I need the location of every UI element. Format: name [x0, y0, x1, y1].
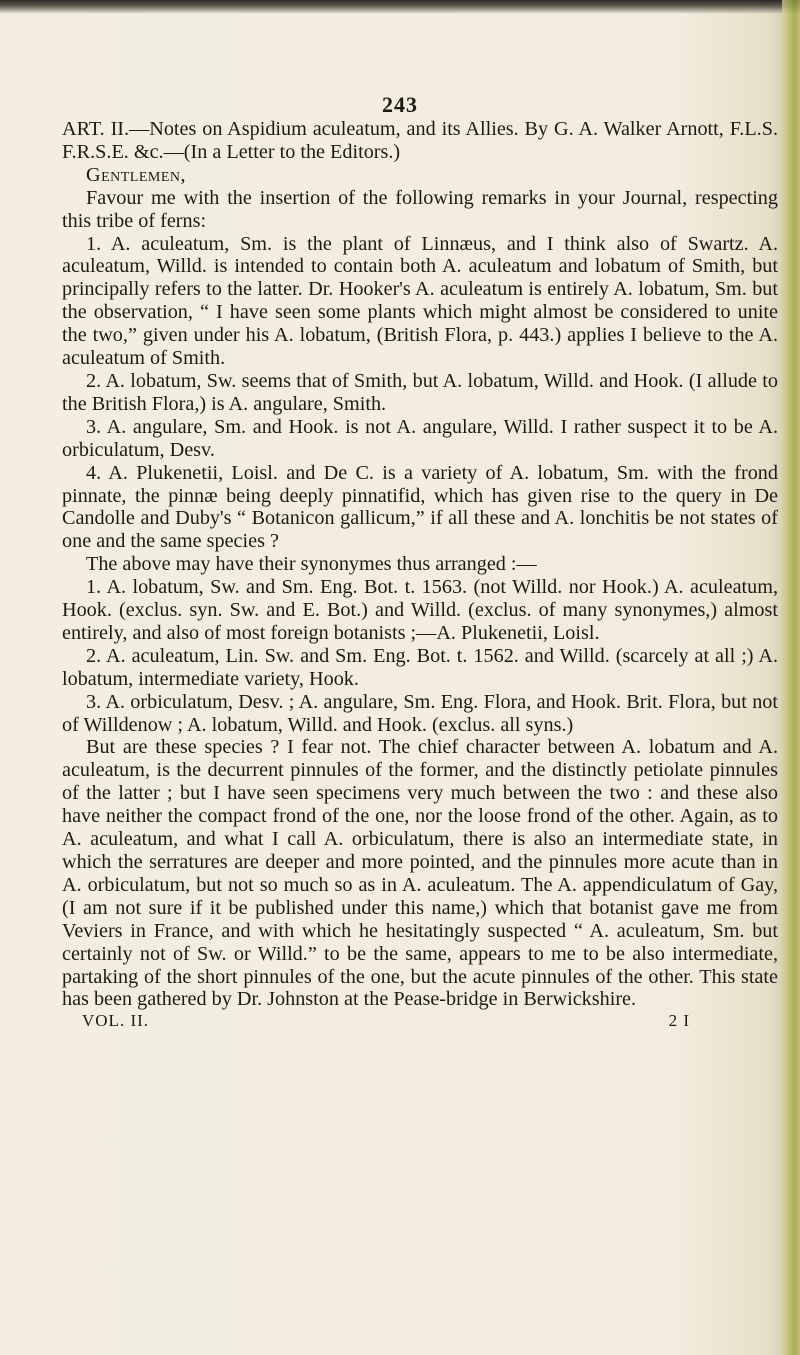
paragraph-point-1: 1. A. aculeatum, Sm. is the plant of Linnæus, and I think also of Swartz. A. aculeatum, Willd. is intended to contain both A. aculeatum and lobatum of Smith, but principally refers to the latter. Dr. Hooker's A. aculeatum is entirely A. lobatum, Sm. but the observation, “ I have seen some plants which might almost be considered to unite the two,” given under his A. lobatum, (British Flora, p. 443.) applies I believe to the A. aculeatum of Smith.: [62, 232, 778, 370]
page-number: 243: [382, 92, 418, 117]
paragraph-point-3: 3. A. angulare, Sm. and Hook. is not A. angulare, Willd. I rather suspect it to be A. orbiculatum, Desv.: [62, 415, 778, 461]
volume-label: VOL. II.: [82, 1011, 150, 1031]
article-heading-line1: ART. II.—Notes on Aspidium aculeatum, and its Allies. By G.: [62, 118, 574, 140]
paragraph-discussion: But are these species ? I fear not. The chief character between A. lobatum and A. aculeatum, is the decurrent pinnules of the former, and the distinctly petiolate pinnules of the latter ; but I have seen specimens very much between the two : and these also have neither the compact frond of the one, nor the loose frond of the other. Again, as to A. aculeatum, and what I call A. orbiculatum, there is also an intermediate state, in which the serratures are deeper and more pointed, and the pinnules more acute than in A. orbiculatum, but not so much so as in A. aculeatum. The A. appendiculatum of Gay, (I am not sure if it be published under this name,) which that botanist gave me from Veviers in France, and with which he hesitatingly suspected “ A. aculeatum, Sm. but certainly not of Sw. or Willd.” to be the same, appears to me to be also intermediate, partaking of the short pinnules of the one, but the acute pinnules of the other. This state has been gathered by Dr. Johnston at the Pease-bridge in Berwickshire.: [62, 736, 778, 1011]
article-body: [62, 118, 778, 1031]
paragraph-synonyme-2: 2. A. aculeatum, Lin. Sw. and Sm. Eng. Bot. t. 1562. and Willd. (scarcely at all ;) A. lobatum, intermediate variety, Hook.: [62, 644, 778, 690]
article-heading-line2: A. Walker Arnott, F.L.S. F.R.S.E. &c.—(In a Letter to the Editors.): [62, 118, 779, 163]
salutation: Gentlemen,: [86, 163, 187, 186]
paragraph-synonyme-1: 1. A. lobatum, Sw. and Sm. Eng. Bot. t. 1563. (not Willd. nor Hook.) A. aculeatum, Hook. (exclus. syn. Sw. and E. Bot.) and Willd. (exclus. of many synonymes,) almost entirely, and also of most foreign botanists ;—A. Plukenetii, Loisl.: [62, 576, 778, 644]
paragraph-intro: Favour me with the insertion of the following remarks in your Journal, respecting this tribe of ferns:: [62, 186, 778, 232]
paragraph-synonyme-3: 3. A. orbiculatum, Desv. ; A. angulare, Sm. Eng. Flora, and Hook. Brit. Flora, but not of Willdenow ; A. lobatum, Willd. and Hook. (exclus. all syns.): [62, 690, 778, 736]
signature-mark: 2 I: [668, 1011, 690, 1031]
paragraph-synonymes-intro: The above may have their synonymes thus arranged :—: [86, 553, 537, 576]
page-top-edge: [0, 0, 800, 14]
article-heading: [62, 118, 778, 164]
page-binding-edge: [782, 0, 800, 1355]
paragraph-point-2: 2. A. lobatum, Sw. seems that of Smith, but A. lobatum, Willd. and Hook. (I allude to the British Flora,) is A. angulare, Smith.: [62, 369, 778, 415]
paragraph-point-4: 4. A. Plukenetii, Loisl. and De C. is a variety of A. lobatum, Sm. with the frond pinnate, the pinnæ being deeply pinnatifid, which has given rise to the query in De Candolle and Duby's “ Botanicon gallicum,” if all these and A. lonchitis be not states of one and the same species ?: [62, 461, 778, 553]
page-footer: [62, 1011, 778, 1031]
